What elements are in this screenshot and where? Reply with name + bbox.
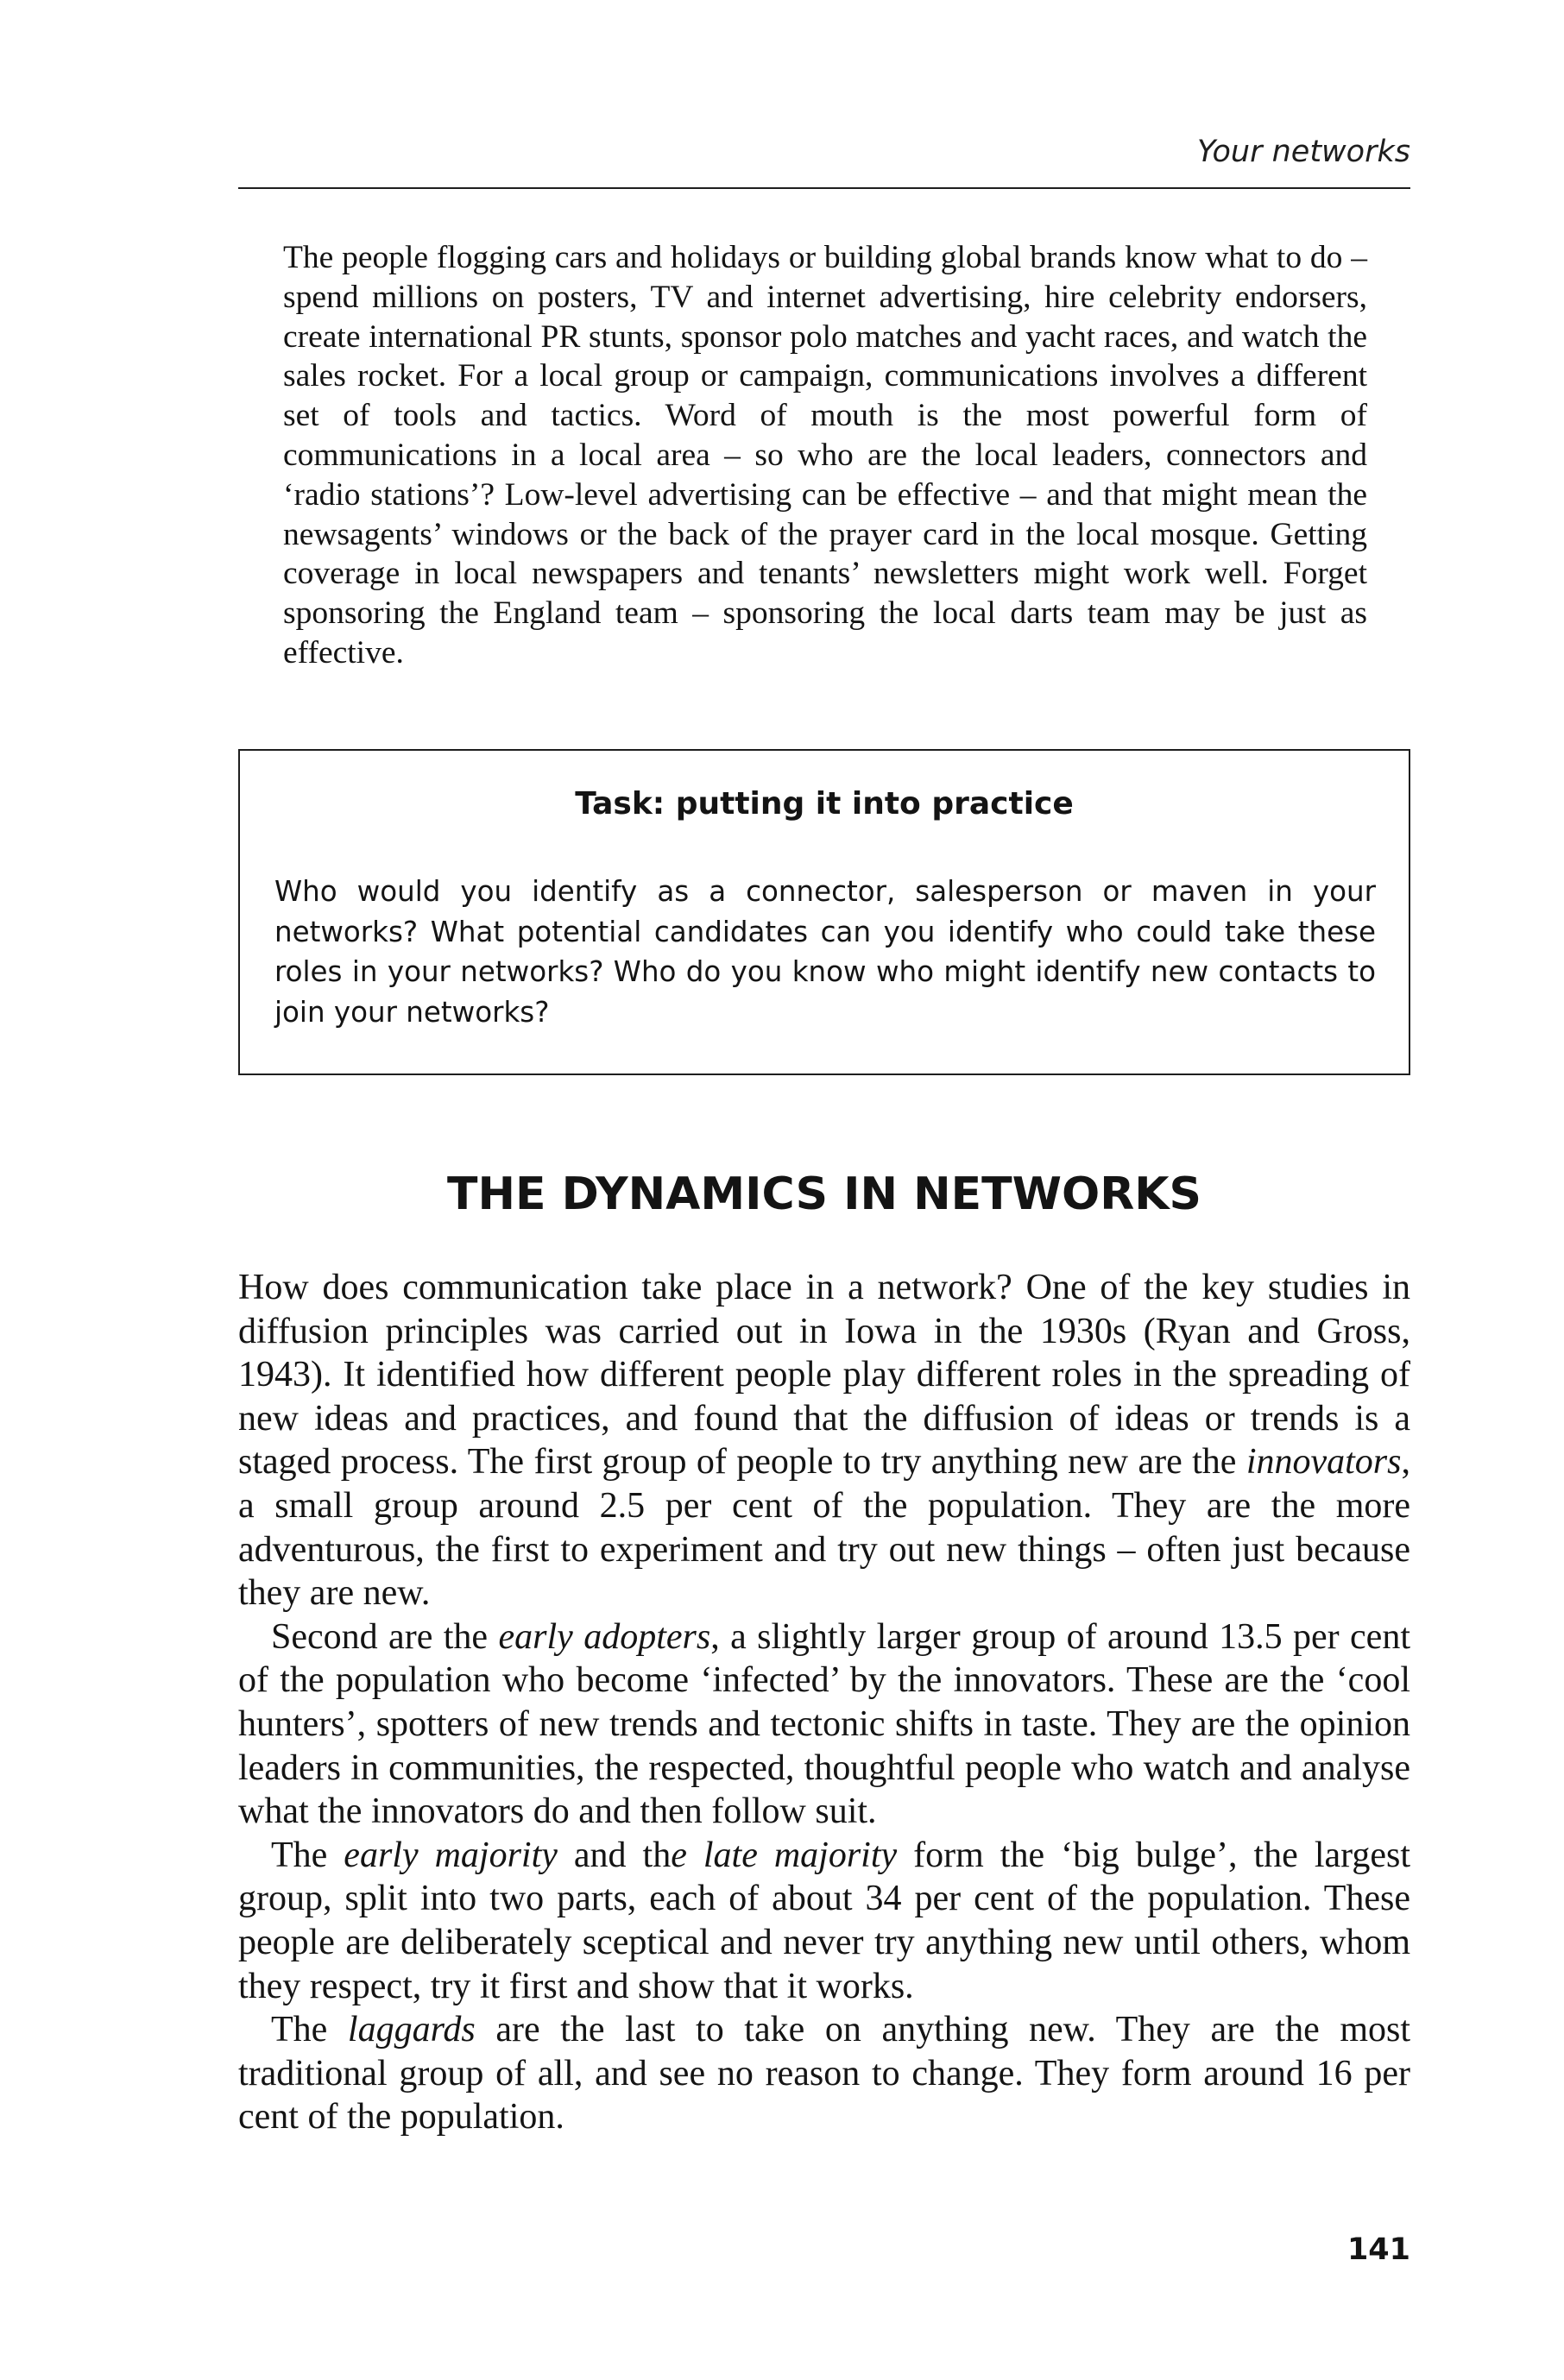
task-title: Task: putting it into practice [575,786,1074,822]
task-body: Who would you identify as a connector, salesperson or maven in your networks? What potential candidates can you identify who could take these roles in your networks? Who do you know who might identify new contacts to join your networks? [274,875,1376,1029]
term-early-majority: early majority [344,1835,558,1875]
paragraph-text: , a slightly larger group of around 13.5 per cent of the population who become ‘infected’ by the innovators. These are the ‘cool hunters’, spotters of new trends and tectonic shifts in taste. They are the opinion leaders in communities, the respected, thoughtful people who watch and analyse what the innovators do and then follow suit. [238,1616,1410,1832]
paragraph-text: are the last to take on anything new. They are the most traditional group of all, and see no reason to change. They form around 16 per cent of the population. [238,2010,1410,2138]
term-laggards: laggards [347,2010,476,2050]
paragraph-text: How does communication take place in a network? One of the key studies in diffusion principles was carried out in Iowa in the 1930s (Ryan and Gross, 1943). It identified how different people play different roles in the spreading of new ideas and practices, and found that the diffusion of ideas or trends is a staged process. The first group of people to try anything new are the [238,1268,1410,1483]
header-rule [238,187,1410,189]
body-paragraph-laggards [238,2008,1410,2139]
paragraph-text: form the ‘big bulge’, the largest group, split into two parts, each of about 34 per cent of the population. These people are deliberately sceptical and never try anything new until others, whom they respect, try it first and show that it works. [238,1835,1411,2006]
extract-paragraph: The people flogging cars and holidays or building global brands know what to do – spend millions on posters, TV and internet advertising, hire celebrity endorsers, create international PR stunts, sponsor polo matches and yacht races, and watch the sales rocket. For a local group or campaign, communications involves a different set of tools and tactics. Word of mouth is the most powerful form of communications in a local area – so who are the local leaders, connectors and ‘radio stations’? Low-level advertising can be effective – and that might mean the newsagents’ windows or the back of the prayer card in the local mosque. Getting coverage in local newspapers and tenants’ newsletters might work well. Forget sponsoring the England team – sponsoring the local darts team may be just as effective. [283,240,1367,671]
term-innovators: innovators [1246,1442,1402,1483]
body-paragraph-innovators [238,1266,1410,1615]
body-paragraph-early-adopters [238,1615,1410,1834]
task-box [238,749,1410,1075]
term-late-majority: e late majority [671,1835,898,1875]
body-paragraph-majority [238,1834,1410,2008]
paragraph-text: Second are the [271,1616,499,1657]
page-number: 141 [1346,2232,1410,2267]
section-body [238,1266,1410,2139]
paragraph-text: , a small group around 2.5 per cent of the population. They are the more adventurous, the first to experiment and try out new things – often just because they are new. [238,1442,1410,1614]
section-heading: THE DYNAMICS IN NETWORKS [446,1168,1202,1220]
running-head: Your networks [1196,135,1410,169]
paragraph-text: The [271,1835,344,1875]
term-early-adopters: early adopters [498,1616,711,1657]
paragraph-text: The [271,2010,348,2050]
paragraph-text: and th [557,1835,672,1875]
